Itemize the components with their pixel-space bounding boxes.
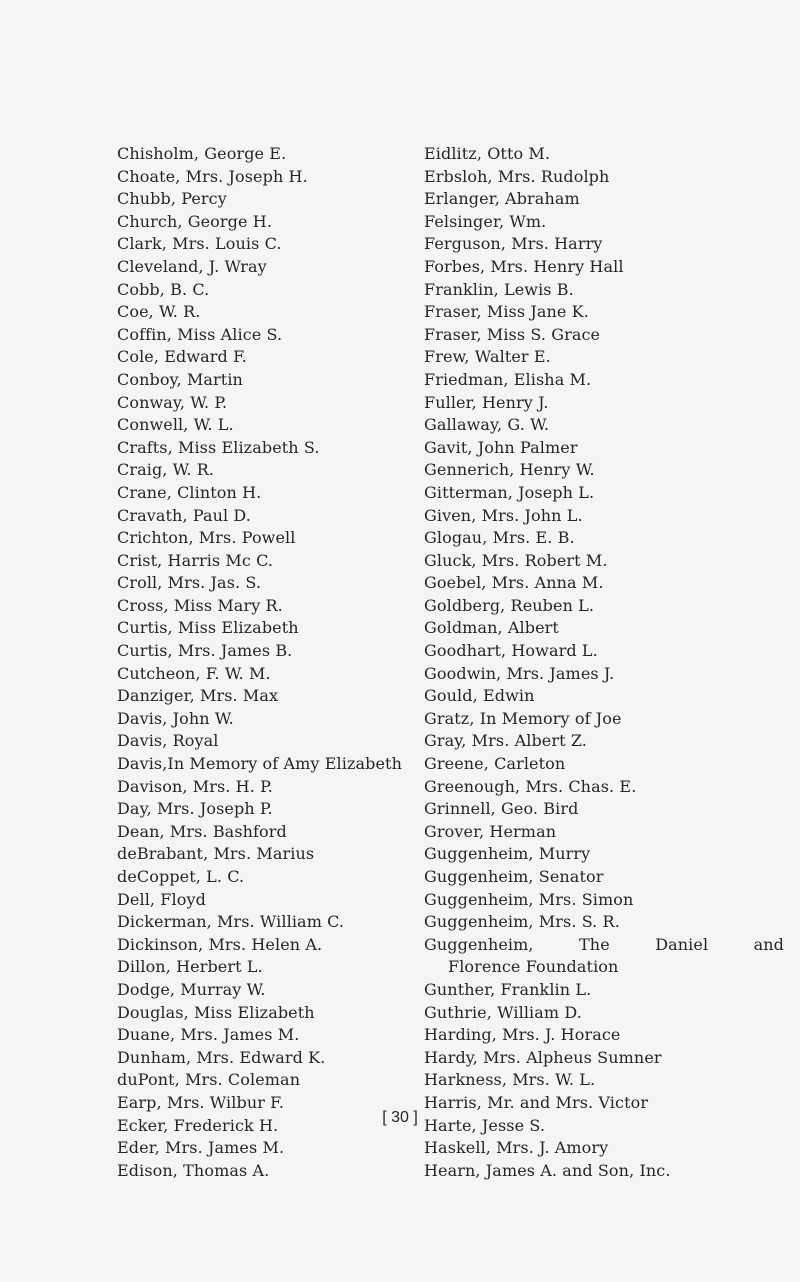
name-entry: Fraser, Miss Jane K.: [424, 302, 589, 322]
name-entry: Ecker, Frederick H.: [117, 1115, 279, 1135]
name-entry: Dickerman, Mrs. William C.: [117, 912, 345, 932]
name-entry: Davison, Mrs. H. P.: [117, 776, 273, 796]
name-entry: Croll, Mrs. Jas. S.: [117, 573, 262, 593]
name-entry: Ferguson, Mrs. Harry: [424, 234, 603, 254]
name-entry: deBrabant, Mrs. Marius: [117, 844, 315, 864]
name-entry: Gould, Edwin: [424, 686, 535, 706]
name-entry: Crist, Harris Mc C.: [117, 550, 274, 570]
name-entry: Harding, Mrs. J. Horace: [424, 1025, 621, 1045]
name-entry: Cobb, B. C.: [117, 279, 210, 299]
word: Guggenheim,: [424, 934, 534, 954]
name-entry: Friedman, Elisha M.: [424, 369, 592, 389]
name-entry: Glogau, Mrs. E. B.: [424, 528, 575, 548]
name-entry: Guggenheim, Senator: [424, 867, 604, 886]
name-entry: Hearn, James A. and Son, Inc.: [424, 1160, 671, 1180]
word: The: [579, 934, 610, 954]
name-entry: Greene, Carleton: [424, 754, 566, 774]
name-entry: duPont, Mrs. Coleman: [117, 1070, 301, 1090]
name-entry-split-first-line: [424, 934, 794, 957]
name-entry: Cravath, Paul D.: [117, 505, 251, 525]
name-entry: Hardy, Mrs. Alpheus Sumner: [424, 1047, 662, 1067]
name-entry: Gennerich, Henry W.: [424, 460, 595, 480]
word: Daniel: [655, 934, 709, 954]
name-entry: Cross, Miss Mary R.: [117, 595, 283, 615]
name-entry: Eidlitz, Otto M.: [424, 144, 551, 163]
name-entry: Given, Mrs. John L.: [424, 505, 583, 525]
name-entry: Haskell, Mrs. J. Amory: [424, 1138, 609, 1158]
name-entry: Erbsloh, Mrs. Rudolph: [424, 166, 610, 186]
name-entry: Fraser, Miss S. Grace: [424, 324, 601, 344]
name-entry: Cutcheon, F. W. M.: [117, 663, 271, 683]
name-entry: Grinnell, Geo. Bird: [424, 799, 579, 819]
name-entry: Harte, Jesse S.: [424, 1115, 546, 1135]
name-entry: Harkness, Mrs. W. L.: [424, 1070, 596, 1090]
name-entry: Goodwin, Mrs. James J.: [424, 663, 615, 683]
name-entry: Guggenheim, Mrs. Simon: [424, 889, 634, 909]
name-entry: Coffin, Miss Alice S.: [117, 324, 283, 344]
name-entry: Chubb, Percy: [117, 189, 227, 209]
name-entry: Dickinson, Mrs. Helen A.: [117, 934, 323, 954]
name-entry: Guggenheim, Murry: [424, 844, 591, 864]
word: and: [753, 934, 784, 954]
name-entry: Davis, Royal: [117, 731, 219, 751]
name-entry: Edison, Thomas A.: [117, 1160, 270, 1180]
name-entry: Danziger, Mrs. Max: [117, 686, 279, 706]
name-entry: Greenough, Mrs. Chas. E.: [424, 776, 637, 796]
name-entry: deCoppet, L. C.: [117, 867, 245, 886]
name-entry: Gitterman, Joseph L.: [424, 482, 595, 502]
name-entry: Felsinger, Wm.: [424, 211, 547, 231]
name-entry: Dillon, Herbert L.: [117, 957, 263, 977]
name-entry: Fuller, Henry J.: [424, 392, 549, 412]
name-entry: Day, Mrs. Joseph P.: [117, 799, 273, 819]
name-entry: Church, George H.: [117, 211, 273, 231]
name-entry: Conwell, W. L.: [117, 415, 234, 435]
name-entry: Crane, Clinton H.: [117, 482, 262, 502]
name-entry: Chisholm, George E.: [117, 144, 287, 163]
name-entry: Goldman, Albert: [424, 618, 559, 638]
name-entry: Clark, Mrs. Louis C.: [117, 234, 282, 254]
name-entry: Gluck, Mrs. Robert M.: [424, 550, 608, 570]
name-entry: Craig, W. R.: [117, 460, 215, 480]
name-entry: Earp, Mrs. Wilbur F.: [117, 1092, 285, 1112]
name-entry: Dean, Mrs. Bashford: [117, 821, 287, 841]
name-entry: Crafts, Miss Elizabeth S.: [117, 437, 320, 457]
name-entry: Choate, Mrs. Joseph H.: [117, 166, 308, 186]
page-number: [ 30 ]: [382, 1109, 418, 1126]
name-entry: Gunther, Franklin L.: [424, 979, 592, 999]
name-entry: Franklin, Lewis B.: [424, 279, 574, 299]
name-entry: Davis, John W.: [117, 708, 234, 728]
name-entry: Cleveland, J. Wray: [117, 256, 267, 276]
left-name-column: [117, 143, 447, 1182]
name-entry: Curtis, Mrs. James B.: [117, 641, 293, 661]
name-entry: Gavit, John Palmer: [424, 437, 578, 457]
name-entry: Conboy, Martin: [117, 369, 243, 389]
name-entry: Douglas, Miss Elizabeth: [117, 1002, 315, 1022]
name-entry: Forbes, Mrs. Henry Hall: [424, 256, 624, 276]
name-entry: Goldberg, Reuben L.: [424, 595, 595, 615]
name-entry: Guthrie, William D.: [424, 1002, 582, 1022]
name-entry: Gratz, In Memory of Joe: [424, 708, 622, 728]
name-entry: Goodhart, Howard L.: [424, 641, 598, 661]
name-entry: Cole, Edward F.: [117, 347, 247, 367]
name-entry: Gallaway, G. W.: [424, 415, 550, 435]
name-entry: Duane, Mrs. James M.: [117, 1025, 300, 1045]
name-entry: Davis,In Memory of Amy Elizabeth: [117, 754, 402, 774]
name-entry: Harris, Mr. and Mrs. Victor: [424, 1092, 649, 1112]
justified-line: [424, 934, 784, 957]
name-entry: Frew, Walter E.: [424, 347, 551, 367]
name-entry: Coe, W. R.: [117, 302, 201, 322]
name-entry: Florence Foundation: [448, 957, 619, 977]
name-entry: Gray, Mrs. Albert Z.: [424, 731, 587, 751]
name-entry: Erlanger, Abraham: [424, 189, 580, 209]
name-entry: Eder, Mrs. James M.: [117, 1138, 285, 1158]
name-entry: Conway, W. P.: [117, 392, 228, 412]
name-entry: Curtis, Miss Elizabeth: [117, 618, 299, 638]
right-name-column: [424, 143, 794, 1182]
name-entry: Guggenheim, Mrs. S. R.: [424, 912, 620, 932]
name-entry: Goebel, Mrs. Anna M.: [424, 573, 604, 593]
name-entry: Crichton, Mrs. Powell: [117, 528, 296, 548]
name-entry: Dodge, Murray W.: [117, 979, 266, 999]
name-entry: Dell, Floyd: [117, 889, 206, 909]
name-entry: Dunham, Mrs. Edward K.: [117, 1047, 326, 1067]
name-entry: Grover, Herman: [424, 821, 557, 841]
